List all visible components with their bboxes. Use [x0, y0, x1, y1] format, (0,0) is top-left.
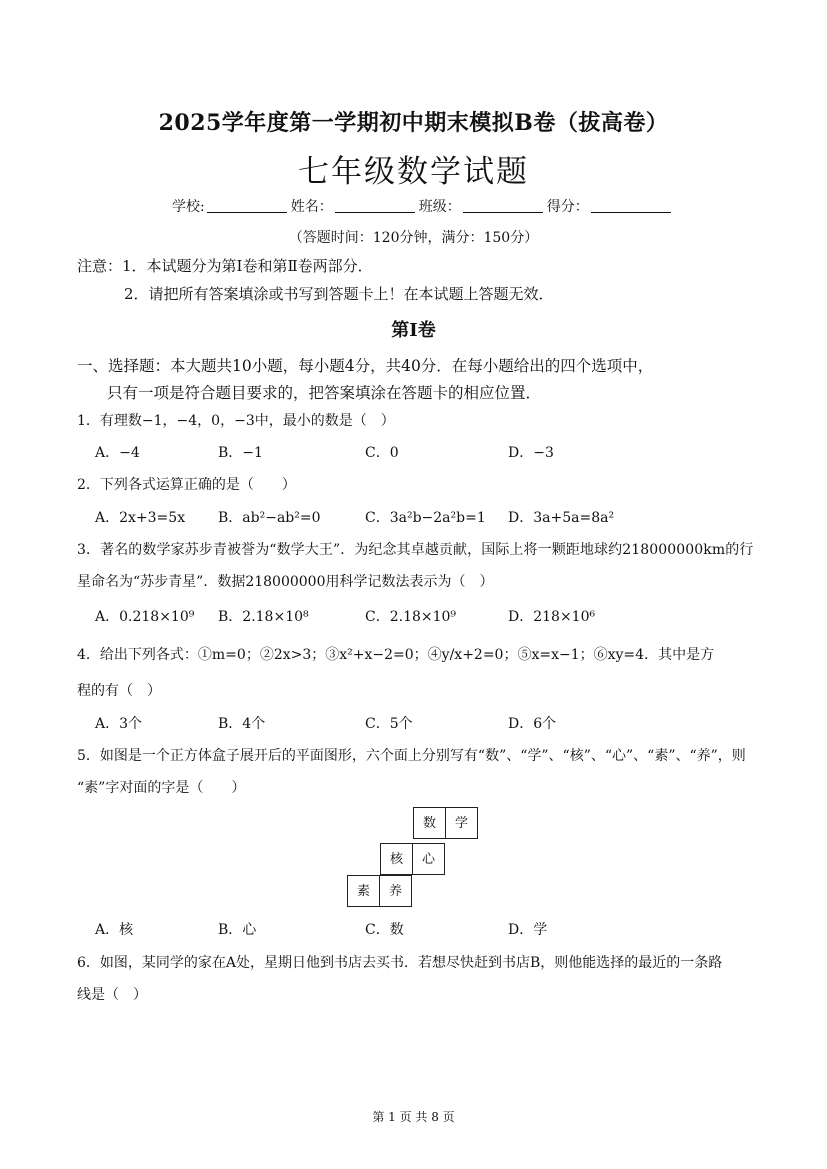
- net-face: 核: [380, 843, 413, 875]
- q5-option-c: C．数: [365, 922, 404, 938]
- q1-option-d: D．−3: [508, 445, 554, 461]
- q3-option-c: C．2.18×10⁹: [365, 609, 457, 625]
- q6-stem-line1: 6．如图，某同学的家在A处，星期日他到书店去买书．若想尽快赶到书店B，则他能选择的最近的一条路: [77, 955, 723, 971]
- q2-option-c: C．3a²b−2a²b=1: [365, 510, 486, 526]
- q3-stem-line2: 星命名为“苏步青星”．数据218000000用科学记数法表示为（ ）: [77, 574, 494, 590]
- section1-line2: 只有一项是符合题目要求的，把答案填涂在答题卡的相应位置．: [107, 384, 542, 402]
- notice-line-1: [77, 255, 373, 276]
- cube-net-figure: [347, 807, 487, 911]
- q5-stem-line1: 5．如图是一个正方体盒子展开后的平面图形，六个面上分别写有“数”、“学”、“核”、“心”、“素”、“养”，则: [77, 748, 746, 764]
- notice-label: 注意：: [77, 257, 123, 275]
- score-label: 得分：: [546, 199, 589, 215]
- net-face: 学: [445, 807, 478, 839]
- q1-option-a: A．−4: [95, 445, 140, 461]
- q3-stem-line1: 3．著名的数学家苏步青被誉为“数学大王”．为纪念其卓越贡献，国际上将一颗距地球约218000000km的行: [77, 542, 754, 558]
- q2-option-b: B．ab²−ab²=0: [218, 510, 321, 526]
- info-fields: [172, 196, 675, 216]
- school-label: 学校:: [172, 199, 205, 215]
- q1-option-c: C．0: [365, 445, 399, 461]
- q2-option-a: A．2x+3=5x: [95, 510, 186, 526]
- q5-option-d: D．学: [508, 922, 548, 938]
- exam-subtitle: 七年级数学试题: [298, 154, 529, 190]
- score-blank: [591, 198, 671, 213]
- school-blank: [207, 198, 287, 213]
- q4-option-d: D．6个: [508, 716, 557, 732]
- q2-option-d: D．3a+5a=8a²: [508, 510, 615, 526]
- page-footer: 第 1 页 共 8 页: [372, 1110, 455, 1124]
- q4-option-a: A．3个: [95, 716, 143, 732]
- notice-item-2: 2．请把所有答案填涂或书写到答题卡上！在本试题上答题无效．: [124, 285, 554, 303]
- net-face: 养: [379, 875, 412, 907]
- net-face: 心: [412, 843, 445, 875]
- q5-option-a: A．核: [95, 922, 134, 938]
- class-label: 班级：: [418, 199, 461, 215]
- q1-stem: 1．有理数−1，−4，0，−3中，最小的数是（ ）: [77, 413, 395, 429]
- notice-item-1: 1．本试题分为第Ⅰ卷和第Ⅱ卷两部分．: [122, 257, 373, 275]
- q3-option-d: D．218×10⁶: [508, 609, 596, 625]
- name-blank: [335, 198, 415, 213]
- q3-option-a: A．0.218×10⁹: [95, 609, 195, 625]
- q6-stem-line2: 线是（ ）: [77, 987, 147, 1003]
- section-title: 第Ⅰ卷: [391, 320, 436, 341]
- q4-stem-line2: 程的有（ ）: [77, 683, 161, 699]
- time-note: （答题时间：120分钟，满分：150分）: [288, 230, 539, 246]
- net-face: 数: [413, 807, 446, 839]
- q4-option-c: C．5个: [365, 716, 413, 732]
- q1-option-b: B．−1: [218, 445, 263, 461]
- q5-option-b: B．心: [218, 922, 257, 938]
- class-blank: [463, 198, 543, 213]
- q3-option-b: B．2.18×10⁸: [218, 609, 309, 625]
- exam-title: 2025学年度第一学期初中期末模拟B卷（拔高卷）: [158, 110, 669, 136]
- section1-line1: 一、选择题：本大题共10小题，每小题4分，共40分．在每小题给出的四个选项中，: [77, 357, 654, 375]
- q2-stem: 2．下列各式运算正确的是（ ）: [77, 477, 296, 493]
- q4-stem-line1: 4．给出下列各式：①m=0；②2x>3；③x²+x−2=0；④y/x+2=0；⑤x=x−1；⑥xy=4．其中是方: [77, 647, 715, 663]
- name-label: 姓名：: [290, 199, 333, 215]
- q4-option-b: B．4个: [218, 716, 266, 732]
- net-face: 素: [347, 875, 380, 907]
- q5-stem-line2: “素”字对面的字是（ ）: [77, 780, 246, 796]
